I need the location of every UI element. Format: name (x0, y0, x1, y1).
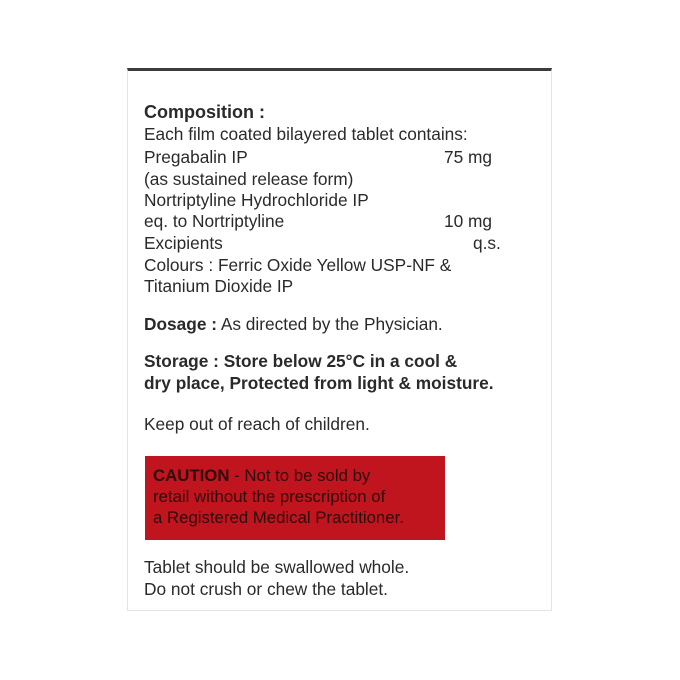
dosage-label: Dosage : (144, 314, 217, 334)
tablet-note-line-1: Tablet should be swallowed whole. (144, 557, 410, 577)
ingredient-1-qty: 75 mg (444, 147, 493, 167)
storage-line-2: dry place, Protected from light & moisture. (144, 373, 494, 393)
composition-heading: Composition : (144, 102, 265, 122)
colours-line-2: Titanium Dioxide IP (144, 276, 294, 296)
caution-line-3: a Registered Medical Practitioner. (153, 508, 404, 527)
dosage-line (144, 314, 443, 335)
ingredient-2-name: Nortriptyline Hydrochloride IP (144, 190, 369, 210)
ingredient-2-qty: 10 mg (444, 211, 493, 231)
caution-label: CAUTION (153, 466, 230, 485)
colours-line-1: Colours : Ferric Oxide Yellow USP-NF & (144, 255, 452, 275)
ingredient-1-note: (as sustained release form) (144, 169, 354, 189)
ingredient-2-equivalent: eq. to Nortriptyline (144, 211, 285, 231)
excipients-qty: q.s. (473, 233, 501, 253)
package-label (127, 68, 552, 611)
excipients-label: Excipients (144, 233, 223, 253)
tablet-note-line-2: Do not crush or chew the tablet. (144, 579, 388, 599)
composition-intro: Each film coated bilayered tablet contains: (144, 124, 468, 144)
caution-line-2: retail without the prescription of (153, 487, 386, 506)
keep-out-warning: Keep out of reach of children. (144, 414, 370, 434)
ingredient-1-name: Pregabalin IP (144, 147, 248, 167)
caution-line-1-text: - Not to be sold by (229, 466, 371, 485)
storage-line-1: Storage : Store below 25°C in a cool & (144, 351, 458, 371)
caution-box (145, 456, 445, 540)
dosage-text: As directed by the Physician. (220, 314, 443, 334)
caution-line-1 (153, 465, 437, 486)
